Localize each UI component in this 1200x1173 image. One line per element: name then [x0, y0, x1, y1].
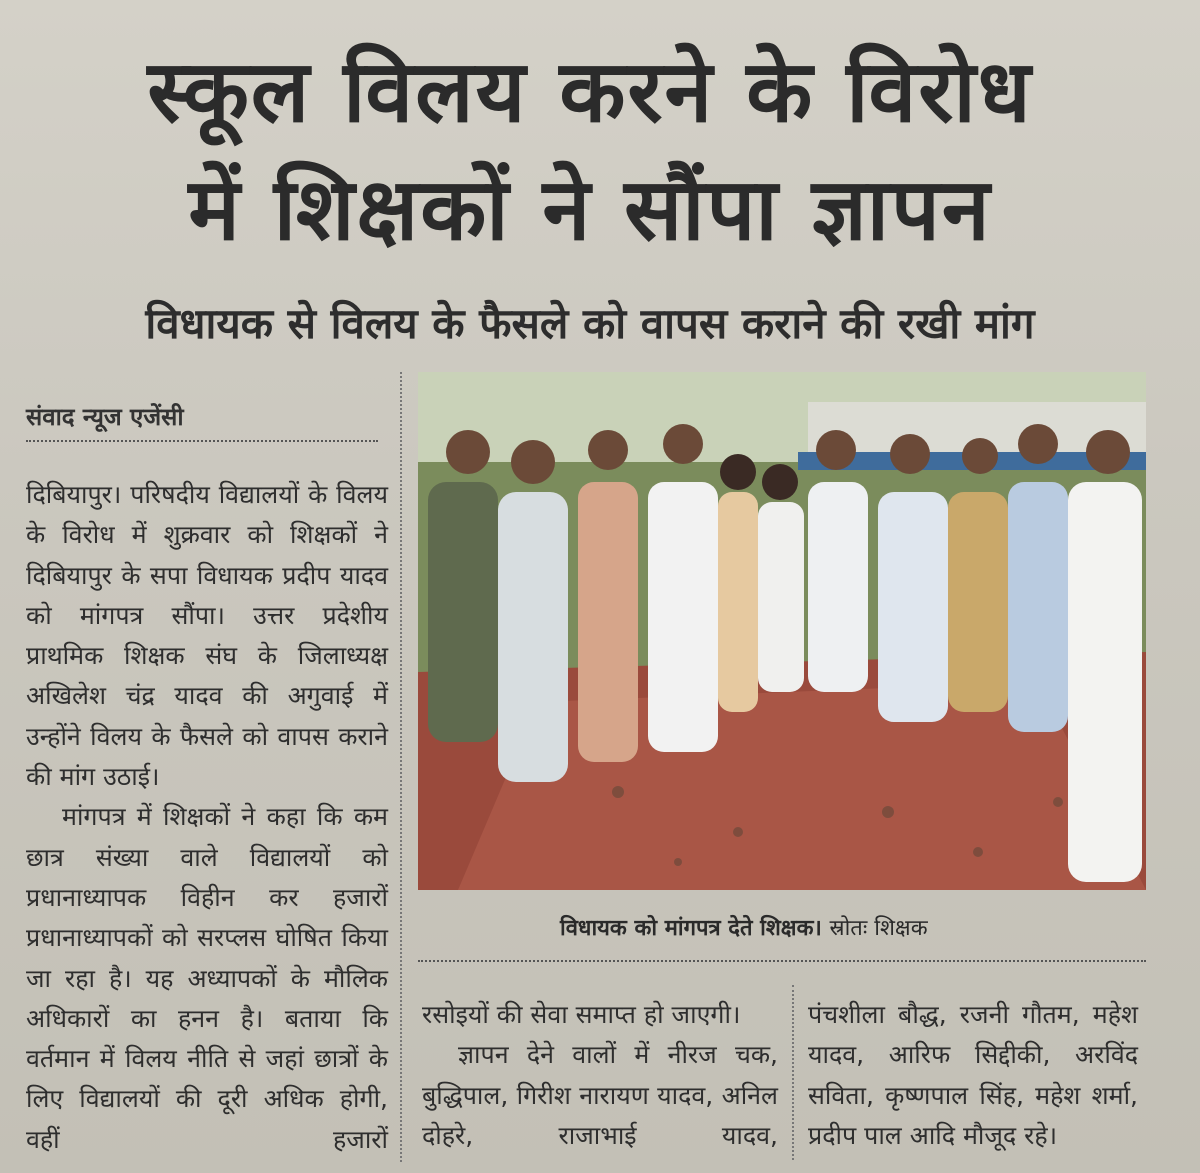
headline-line-1: स्कूल विलय करने के विरोध — [147, 42, 1033, 142]
column-divider-1 — [400, 372, 402, 1162]
article-photo — [418, 372, 1146, 890]
column-2-paragraph-2: ज्ञापन देने वालों में नीरज चक, बुद्धिपाल, गिरीश नारायण यादव, अनिल दोहरे, राजाभाई यादव, — [422, 1040, 778, 1150]
column-1 — [26, 475, 388, 1160]
byline-divider — [26, 440, 378, 442]
photo-caption — [560, 912, 928, 942]
column-2-paragraph-1: रसोइयों की सेवा समाप्त हो जाएगी। — [422, 1000, 741, 1029]
column-3 — [808, 995, 1138, 1156]
teachers-group-photo — [418, 372, 1146, 890]
column-1-paragraph-2: मांगपत्र में शिक्षकों ने कहा कि कम छात्र संख्या वाले विद्यालयों को प्रधानाध्यापक विहीन कर हजारों प्रधानाध्यापकों को सरप्लस घोषित किया जा रहा है। यह अध्यापकों के मौलिक अधिकारों का हनन है। बताया कि वर्तमान में विलय नीति से जहां छात्रों के लिए विद्यालयों की दूरी अधिक होगी, वहीं हजारों — [26, 802, 388, 1154]
photo-caption-text: विधायक को मांगपत्र देते शिक्षक। — [560, 916, 822, 941]
caption-divider — [418, 960, 1146, 962]
column-divider-2 — [792, 985, 794, 1160]
photo-source: स्रोतः शिक्षक — [829, 916, 928, 941]
headline-line-2: में शिक्षकों ने सौंपा ज्ञापन — [188, 160, 992, 260]
column-3-paragraph-1: पंचशीला बौद्ध, रजनी गौतम, महेश यादव, आरिफ सिद्दीकी, अरविंद सविता, कृष्णपाल सिंह, महेश शर्मा, प्रदीप पाल आदि मौजूद रहे। — [808, 1000, 1138, 1150]
column-2 — [422, 995, 778, 1156]
subheadline: विधायक से विलय के फैसले को वापस कराने की रखी मांग — [145, 299, 1035, 348]
byline: संवाद न्यूज एजेंसी — [26, 403, 184, 431]
column-1-paragraph-1: दिबियापुर। परिषदीय विद्यालयों के विलय के विरोध में शुक्रवार को शिक्षकों ने दिबियापुर के सपा विधायक प्रदीप यादव को मांगपत्र सौंपा। उत्तर प्रदेशीय प्राथमिक शिक्षक संघ के जिलाध्यक्ष अखिलेश चंद्र यादव की अगुवाई में उन्होंने विलय के फैसले को वापस कराने की मांग उठाई। — [26, 480, 388, 792]
